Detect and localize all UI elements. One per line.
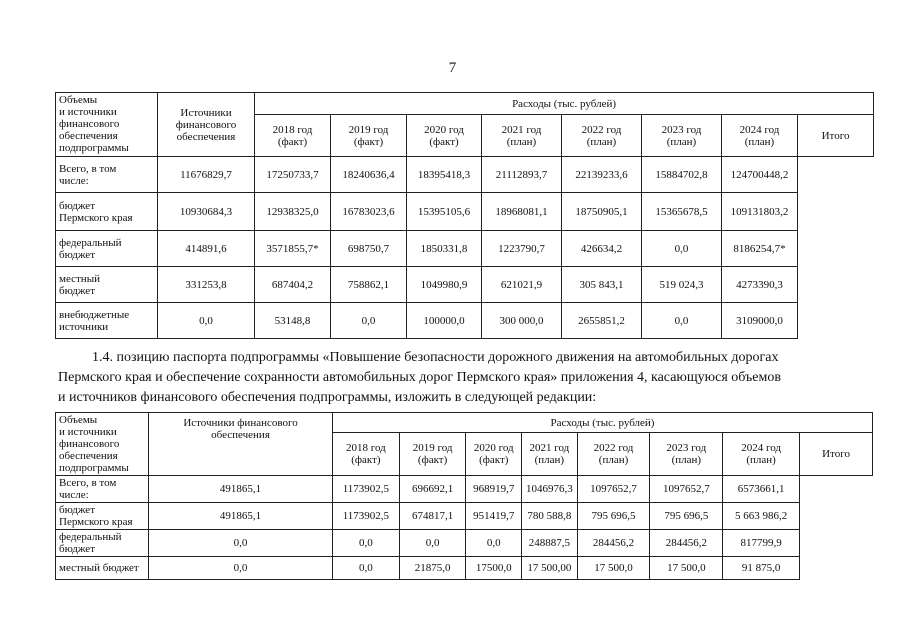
value-cell: 491865,1	[149, 503, 333, 530]
value-cell: 426634,2	[562, 231, 642, 267]
table-row	[56, 557, 873, 580]
year-header: 2024 год (план)	[722, 115, 798, 157]
value-cell: 16783023,6	[331, 193, 407, 231]
value-cell: 3109000,0	[722, 303, 798, 339]
value-cell: 15884702,8	[642, 157, 722, 193]
year-header: 2024 год (план)	[723, 433, 800, 476]
value-cell: 91 875,0	[723, 557, 800, 580]
paragraph-line: Пермского края и обеспечение сохранности автомобильных дорог Пермского края» приложения 4, касающуюся объемов	[58, 370, 781, 385]
financing-table-1	[55, 92, 874, 339]
table-row	[56, 267, 874, 303]
year-header: 2023 год (план)	[650, 433, 723, 476]
value-cell: 519 024,3	[642, 267, 722, 303]
financing-table-2	[55, 412, 873, 580]
value-cell: 15365678,5	[642, 193, 722, 231]
table-row	[56, 193, 874, 231]
value-cell: 758862,1	[331, 267, 407, 303]
year-header: 2022 год (план)	[562, 115, 642, 157]
section-label: Объемы и источники финансового обеспечения подпрограммы	[56, 93, 158, 157]
value-cell: 284456,2	[577, 530, 650, 557]
value-cell: 795 696,5	[650, 503, 723, 530]
year-header: Итого	[798, 115, 874, 157]
value-cell: 0,0	[642, 231, 722, 267]
value-cell: 17 500,00	[522, 557, 578, 580]
value-cell: 109131803,2	[722, 193, 798, 231]
year-header: 2021 год (план)	[522, 433, 578, 476]
value-cell: 795 696,5	[577, 503, 650, 530]
value-cell: 1223790,7	[482, 231, 562, 267]
value-cell: 17500,0	[466, 557, 522, 580]
year-header: 2023 год (план)	[642, 115, 722, 157]
row-label: местный бюджет	[56, 267, 158, 303]
value-cell: 12938325,0	[255, 193, 331, 231]
value-cell: 15395105,6	[407, 193, 482, 231]
row-label: Всего, в том числе:	[56, 157, 158, 193]
value-cell: 3571855,7*	[255, 231, 331, 267]
value-cell: 696692,1	[399, 476, 466, 503]
value-cell: 1046976,3	[522, 476, 578, 503]
value-cell: 491865,1	[149, 476, 333, 503]
value-cell: 17 500,0	[577, 557, 650, 580]
table-row	[56, 231, 874, 267]
value-cell: 968919,7	[466, 476, 522, 503]
value-cell: 0,0	[399, 530, 466, 557]
row-label: бюджет Пермского края	[56, 503, 149, 530]
value-cell: 0,0	[149, 557, 333, 580]
value-cell: 698750,7	[331, 231, 407, 267]
value-cell: 5 663 986,2	[723, 503, 800, 530]
value-cell: 53148,8	[255, 303, 331, 339]
value-cell: 1173902,5	[333, 476, 400, 503]
year-header: Итого	[800, 433, 873, 476]
value-cell: 21875,0	[399, 557, 466, 580]
value-cell: 0,0	[333, 530, 400, 557]
value-cell: 18395418,3	[407, 157, 482, 193]
value-cell: 1097652,7	[577, 476, 650, 503]
value-cell: 18750905,1	[562, 193, 642, 231]
row-label: внебюджетные источники	[56, 303, 158, 339]
row-label: Всего, в том числе:	[56, 476, 149, 503]
value-cell: 4273390,3	[722, 267, 798, 303]
value-cell: 621021,9	[482, 267, 562, 303]
value-cell: 2655851,2	[562, 303, 642, 339]
value-cell: 124700448,2	[722, 157, 798, 193]
value-cell: 687404,2	[255, 267, 331, 303]
value-cell: 284456,2	[650, 530, 723, 557]
amendment-paragraph	[58, 348, 876, 408]
value-cell: 18968081,1	[482, 193, 562, 231]
value-cell: 305 843,1	[562, 267, 642, 303]
table-row	[56, 303, 874, 339]
value-cell: 300 000,0	[482, 303, 562, 339]
value-cell: 17 500,0	[650, 557, 723, 580]
paragraph-line: 1.4. позицию паспорта подпрограммы «Повышение безопасности дорожного движения на автомобильных дорогах	[92, 350, 779, 365]
value-cell: 817799,9	[723, 530, 800, 557]
value-cell: 1850331,8	[407, 231, 482, 267]
value-cell: 780 588,8	[522, 503, 578, 530]
expenses-header: Расходы (тыс. рублей)	[255, 93, 874, 115]
page-number: 7	[448, 60, 457, 76]
year-header: 2021 год (план)	[482, 115, 562, 157]
year-header: 2022 год (план)	[577, 433, 650, 476]
value-cell: 18240636,4	[331, 157, 407, 193]
value-cell: 8186254,7*	[722, 231, 798, 267]
value-cell: 11676829,7	[158, 157, 255, 193]
value-cell: 0,0	[331, 303, 407, 339]
sources-header: Источники финансового обеспечения	[158, 93, 255, 157]
value-cell: 0,0	[466, 530, 522, 557]
value-cell: 22139233,6	[562, 157, 642, 193]
year-header: 2020 год (факт)	[466, 433, 522, 476]
value-cell: 674817,1	[399, 503, 466, 530]
row-label: федеральный бюджет	[56, 530, 149, 557]
value-cell: 100000,0	[407, 303, 482, 339]
sources-header: Источники финансового обеспечения	[149, 413, 333, 476]
row-label: местный бюджет	[56, 557, 149, 580]
table-row	[56, 503, 873, 530]
table-row	[56, 530, 873, 557]
value-cell: 10930684,3	[158, 193, 255, 231]
value-cell: 248887,5	[522, 530, 578, 557]
value-cell: 0,0	[149, 530, 333, 557]
value-cell: 331253,8	[158, 267, 255, 303]
table-row	[56, 476, 873, 503]
value-cell: 0,0	[333, 557, 400, 580]
year-header: 2018 год (факт)	[255, 115, 331, 157]
value-cell: 1049980,9	[407, 267, 482, 303]
value-cell: 414891,6	[158, 231, 255, 267]
table-row	[56, 157, 874, 193]
year-header: 2020 год (факт)	[407, 115, 482, 157]
value-cell: 17250733,7	[255, 157, 331, 193]
value-cell: 21112893,7	[482, 157, 562, 193]
row-label: бюджет Пермского края	[56, 193, 158, 231]
year-header: 2018 год (факт)	[333, 433, 400, 476]
section-label: Объемы и источники финансового обеспечения подпрограммы	[56, 413, 149, 476]
year-header: 2019 год (факт)	[331, 115, 407, 157]
paragraph-line: и источников финансового обеспечения подпрограммы, изложить в следующей редакции:	[58, 390, 597, 405]
value-cell: 1097652,7	[650, 476, 723, 503]
value-cell: 6573661,1	[723, 476, 800, 503]
year-header: 2019 год (факт)	[399, 433, 466, 476]
value-cell: 1173902,5	[333, 503, 400, 530]
value-cell: 951419,7	[466, 503, 522, 530]
value-cell: 0,0	[642, 303, 722, 339]
value-cell: 0,0	[158, 303, 255, 339]
expenses-header: Расходы (тыс. рублей)	[333, 413, 873, 433]
row-label: федеральный бюджет	[56, 231, 158, 267]
